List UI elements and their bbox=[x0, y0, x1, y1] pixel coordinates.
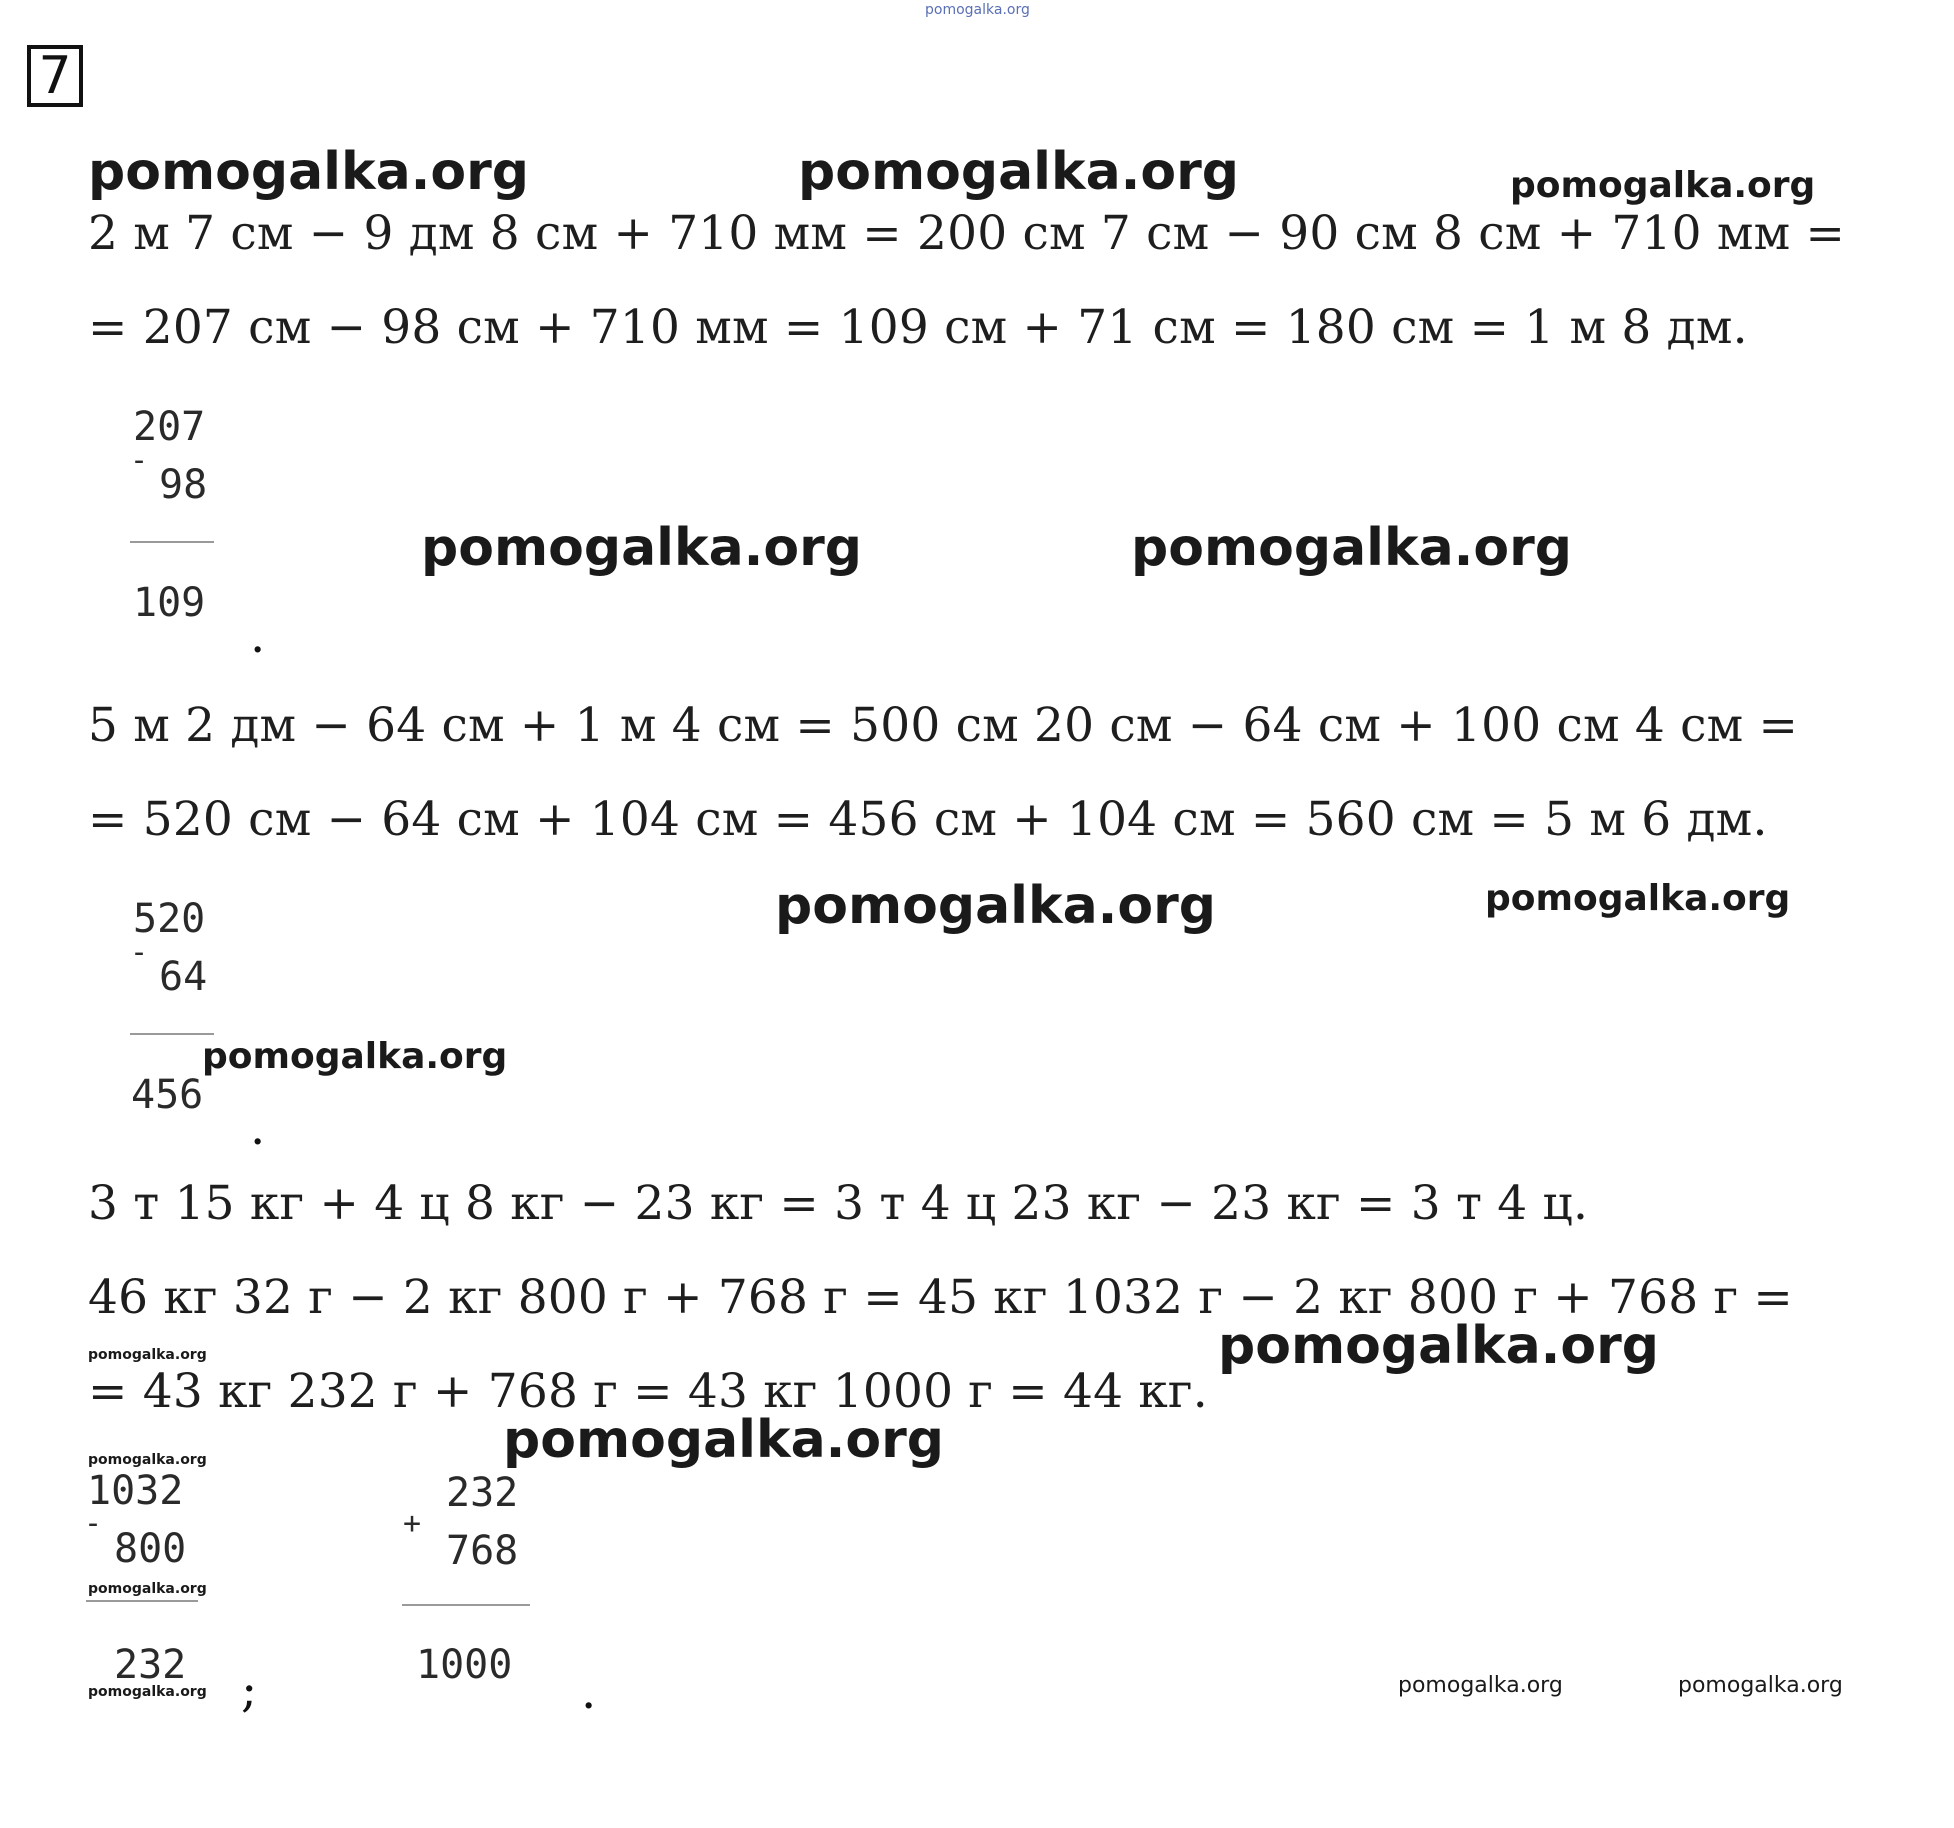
equation-2-line-1: 5 м 2 дм − 64 см + 1 м 4 см = 500 см 20 см − 64 см + 100 см 4 см = bbox=[88, 698, 1799, 753]
watermark: pomogalka.org bbox=[421, 518, 863, 578]
watermark: pomogalka.org bbox=[88, 1347, 207, 1363]
column-3-rule bbox=[86, 1600, 198, 1602]
watermark: pomogalka.org bbox=[202, 1036, 508, 1077]
equation-2-line-2: = 520 см − 64 см + 104 см = 456 см + 104 см = 560 см = 5 м 6 дм. bbox=[88, 792, 1768, 847]
watermark: pomogalka.org bbox=[88, 1581, 207, 1597]
watermark: pomogalka.org bbox=[503, 1410, 945, 1470]
equation-1-line-2: = 207 см − 98 см + 710 мм = 109 см + 71 см = 180 см = 1 м 8 дм. bbox=[88, 300, 1748, 355]
watermark: pomogalka.org bbox=[1485, 878, 1791, 919]
column-2-operator: - bbox=[130, 935, 149, 970]
task-number-box: 7 bbox=[27, 45, 83, 107]
column-3-end-mark: ; bbox=[241, 1662, 258, 1718]
column-2-end-mark: . bbox=[250, 1100, 266, 1156]
column-2-result: 456 bbox=[131, 1072, 204, 1118]
column-1-end-mark: . bbox=[250, 608, 266, 664]
column-4-rule bbox=[402, 1604, 530, 1606]
column-1-top: 207 bbox=[133, 404, 206, 450]
watermark: pomogalka.org bbox=[1510, 165, 1816, 206]
column-3-bottom: 800 bbox=[114, 1526, 187, 1572]
watermark: pomogalka.org bbox=[1678, 1673, 1843, 1698]
equation-3-line-1: 3 т 15 кг + 4 ц 8 кг − 23 кг = 3 т 4 ц 23 кг − 23 кг = 3 т 4 ц. bbox=[88, 1176, 1589, 1231]
column-4-operator: + bbox=[403, 1506, 422, 1541]
column-1-result: 109 bbox=[133, 580, 206, 626]
column-1-rule bbox=[130, 541, 214, 543]
column-2-rule bbox=[130, 1033, 214, 1035]
equation-4-line-1: 46 кг 32 г − 2 кг 800 г + 768 г = 45 кг 1032 г − 2 кг 800 г + 768 г = bbox=[88, 1270, 1793, 1325]
watermark: pomogalka.org bbox=[1398, 1673, 1563, 1698]
watermark: pomogalka.org bbox=[1218, 1316, 1660, 1376]
watermark: pomogalka.org bbox=[88, 1684, 207, 1700]
column-3-result: 232 bbox=[114, 1642, 187, 1688]
watermark: pomogalka.org bbox=[798, 142, 1240, 202]
watermark: pomogalka.org bbox=[775, 876, 1217, 936]
column-4-top: 232 bbox=[446, 1470, 519, 1516]
watermark: pomogalka.org bbox=[88, 142, 530, 202]
column-4-result: 1000 bbox=[416, 1642, 513, 1688]
column-4-bottom: 768 bbox=[446, 1528, 519, 1574]
watermark: pomogalka.org bbox=[1131, 518, 1573, 578]
column-3-operator: - bbox=[84, 1506, 103, 1541]
column-3-top: 1032 bbox=[87, 1468, 184, 1514]
equation-4-line-2: = 43 кг 232 г + 768 г = 43 кг 1000 г = 44 кг. bbox=[88, 1364, 1208, 1419]
watermark-top: pomogalka.org bbox=[925, 2, 1030, 18]
column-2-bottom: 64 bbox=[159, 954, 208, 1000]
equation-1-line-1: 2 м 7 см − 9 дм 8 см + 710 мм = 200 см 7 см − 90 см 8 см + 710 мм = bbox=[88, 206, 1846, 261]
column-2-top: 520 bbox=[133, 896, 206, 942]
column-1-bottom: 98 bbox=[159, 462, 208, 508]
column-4-end-mark: . bbox=[581, 1664, 597, 1720]
watermark: pomogalka.org bbox=[88, 1452, 207, 1468]
column-1-operator: - bbox=[130, 443, 149, 478]
